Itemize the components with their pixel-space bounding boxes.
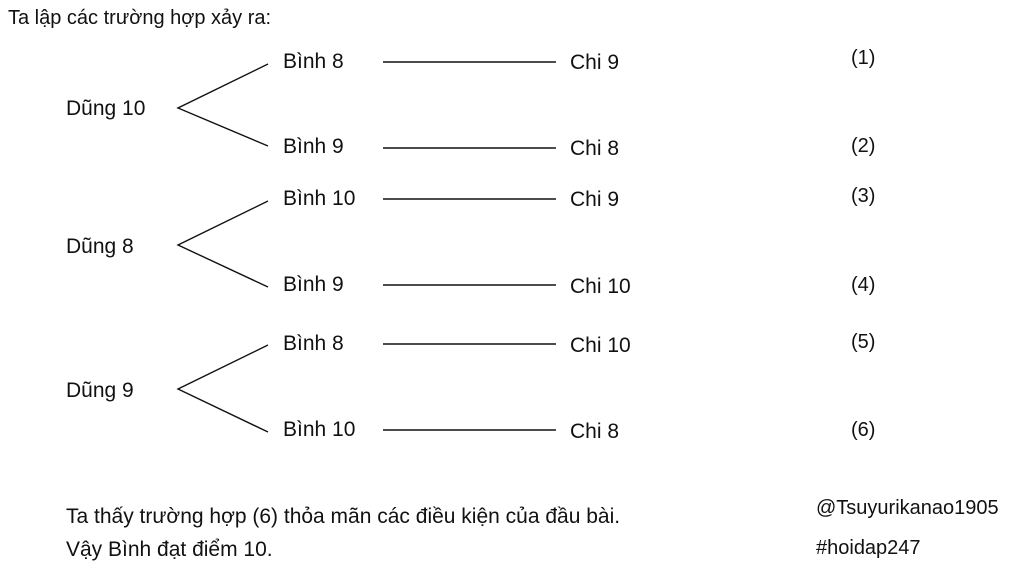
branch-binh-case-2: Bình 9	[283, 135, 344, 158]
case-label-1: (1)	[851, 47, 876, 69]
branch-binh-case-1: Bình 8	[283, 50, 344, 73]
root-dung-8: Dũng 8	[66, 235, 134, 258]
fork-dung9	[178, 345, 268, 432]
case-label-5: (5)	[851, 331, 876, 353]
case-label-2: (2)	[851, 135, 876, 157]
credit-handle: @Tsuyurikanao1905	[816, 497, 999, 519]
conclusion-line-2: Vậy Bình đạt điểm 10.	[66, 538, 273, 561]
chi-case-2: Chi 8	[570, 137, 620, 160]
intro-text: Ta lập các trường hợp xảy ra:	[8, 7, 272, 29]
chi-case-6: Chi 8	[570, 420, 620, 443]
chi-case-4: Chi 10	[570, 275, 631, 298]
case-label-4: (4)	[851, 274, 876, 296]
conclusion-line-1: Ta thấy trường hợp (6) thỏa mãn các điều kiện của đầu bài.	[66, 505, 621, 528]
branch-binh-case-4: Bình 9	[283, 273, 344, 296]
case-label-3: (3)	[851, 185, 876, 207]
fork-dung10	[178, 64, 268, 146]
chi-case-1: Chi 9	[570, 51, 620, 74]
branch-binh-case-3: Bình 10	[283, 187, 356, 210]
branch-binh-case-5: Bình 8	[283, 332, 344, 355]
chi-case-5: Chi 10	[570, 334, 631, 357]
branch-binh-case-6: Bình 10	[283, 418, 356, 441]
root-dung-10: Dũng 10	[66, 97, 146, 120]
credit-tag: #hoidap247	[816, 537, 921, 559]
root-dung-9: Dũng 9	[66, 379, 134, 402]
fork-dung8	[178, 201, 268, 287]
case-label-6: (6)	[851, 419, 876, 441]
chi-case-3: Chi 9	[570, 188, 620, 211]
